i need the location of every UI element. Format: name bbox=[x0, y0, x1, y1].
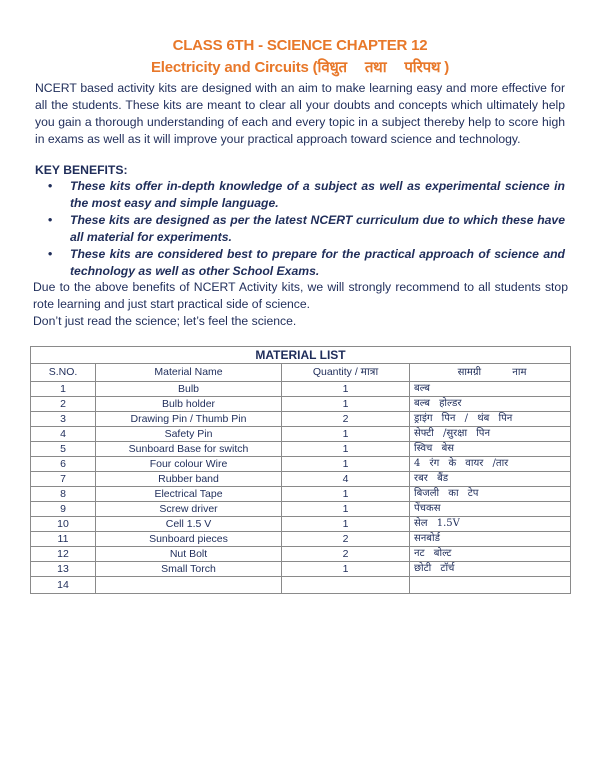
cell-name: Electrical Tape bbox=[96, 487, 282, 502]
intro-paragraph: NCERT based activity kits are designed with an aim to make learning easy and more effective for all the students. These kits are meant to clear all your doubts and concepts which ultimately help you gain a thorough understanding of each and every topic in a subject thereby help to score high in exams as well as it will improve your practical approach toward science and technology. bbox=[35, 81, 565, 146]
outro-recommendation: Due to the above benefits of NCERT Activity kits, we will strongly recommend to all students stop rote learning and just start practical side of science. bbox=[33, 280, 568, 311]
cell-name: Rubber band bbox=[96, 472, 282, 487]
key-benefits-heading: KEY BENEFITS: bbox=[35, 163, 128, 177]
cell-name: Sunboard Base for switch bbox=[96, 442, 282, 457]
table-row bbox=[31, 397, 571, 412]
cell-sno: 3 bbox=[31, 412, 96, 427]
chapter-title bbox=[0, 57, 600, 77]
cell-sno: 11 bbox=[31, 532, 96, 547]
cell-qty: 1 bbox=[282, 427, 410, 442]
cell-sno: 5 bbox=[31, 442, 96, 457]
cell-name: Sunboard pieces bbox=[96, 532, 282, 547]
cell-hindi: सेफ्टी /सुरक्षा पिन bbox=[410, 427, 571, 442]
cell-sno: 10 bbox=[31, 517, 96, 532]
bullet-icon: • bbox=[48, 247, 53, 261]
cell-hindi: बल्ब bbox=[410, 382, 571, 397]
cell-name: Four colour Wire bbox=[96, 457, 282, 472]
col-header-sno: S.NO. bbox=[31, 364, 96, 382]
cell-qty: 1 bbox=[282, 502, 410, 517]
cell-qty: 2 bbox=[282, 547, 410, 562]
cell-qty: 1 bbox=[282, 397, 410, 412]
table-row bbox=[31, 562, 571, 577]
cell-name: Screw driver bbox=[96, 502, 282, 517]
col-header-hindi-name: सामग्री नाम bbox=[410, 364, 571, 382]
cell-sno: 9 bbox=[31, 502, 96, 517]
cell-qty: 2 bbox=[282, 532, 410, 547]
page-title: CLASS 6TH - SCIENCE CHAPTER 12 bbox=[172, 37, 428, 54]
cell-name: Nut Bolt bbox=[96, 547, 282, 562]
cell-sno: 12 bbox=[31, 547, 96, 562]
cell-hindi: 4 रंग के वायर /तार bbox=[410, 457, 571, 472]
col-header-quantity: Quantity / मात्रा bbox=[282, 364, 410, 382]
benefit-item: • These kits are considered best to prepare for the practical approach of science and technology as well as other School Exams. bbox=[48, 247, 565, 278]
cell-sno: 13 bbox=[31, 562, 96, 577]
table-row bbox=[31, 442, 571, 457]
cell-hindi bbox=[410, 577, 571, 594]
table-row bbox=[31, 382, 571, 397]
table-row bbox=[31, 577, 571, 594]
cell-qty: 1 bbox=[282, 517, 410, 532]
cell-name: Small Torch bbox=[96, 562, 282, 577]
cell-qty: 1 bbox=[282, 457, 410, 472]
cell-sno: 14 bbox=[31, 577, 96, 594]
table-row bbox=[31, 502, 571, 517]
table-row bbox=[31, 547, 571, 562]
cell-sno: 8 bbox=[31, 487, 96, 502]
table-row bbox=[31, 457, 571, 472]
table-row bbox=[31, 427, 571, 442]
chapter-title-hi: विधुत तथा परिपथ bbox=[317, 59, 441, 76]
benefit-item: • These kits are designed as per the latest NCERT curriculum due to which these have all material for experiments. bbox=[48, 213, 565, 244]
chapter-title-close: ) bbox=[440, 59, 450, 76]
cell-qty: 1 bbox=[282, 382, 410, 397]
cell-hindi: पेंचकस bbox=[410, 502, 571, 517]
cell-hindi: नट बोल्ट bbox=[410, 547, 571, 562]
cell-sno: 2 bbox=[31, 397, 96, 412]
bullet-icon: • bbox=[48, 179, 53, 193]
cell-hindi: स्विच बेस bbox=[410, 442, 571, 457]
cell-hindi: रबर बैंड bbox=[410, 472, 571, 487]
table-row bbox=[31, 472, 571, 487]
key-benefits-list bbox=[35, 178, 565, 280]
bullet-icon: • bbox=[48, 213, 53, 227]
cell-sno: 7 bbox=[31, 472, 96, 487]
table-row bbox=[31, 412, 571, 427]
cell-name: Cell 1.5 V bbox=[96, 517, 282, 532]
cell-qty bbox=[282, 577, 410, 594]
cell-hindi: ड्राइंग पिन / थंब पिन bbox=[410, 412, 571, 427]
cell-name bbox=[96, 577, 282, 594]
outro bbox=[33, 279, 568, 330]
cell-hindi: सेल 1.5V bbox=[410, 517, 571, 532]
cell-sno: 6 bbox=[31, 457, 96, 472]
cell-qty: 1 bbox=[282, 562, 410, 577]
benefit-item: • These kits offer in-depth knowledge of a subject as well as experimental science in the most easy and simple language. bbox=[48, 179, 565, 210]
cell-name: Drawing Pin / Thumb Pin bbox=[96, 412, 282, 427]
table-header-row bbox=[31, 364, 571, 382]
material-list-table bbox=[30, 346, 571, 594]
table-row bbox=[31, 532, 571, 547]
cell-qty: 2 bbox=[282, 412, 410, 427]
cell-name: Bulb holder bbox=[96, 397, 282, 412]
cell-hindi: बिजली का टेप bbox=[410, 487, 571, 502]
cell-sno: 4 bbox=[31, 427, 96, 442]
cell-name: Bulb bbox=[96, 382, 282, 397]
col-header-material-name: Material Name bbox=[96, 364, 282, 382]
cell-hindi: सनबोर्ड bbox=[410, 532, 571, 547]
table-row bbox=[31, 487, 571, 502]
cell-qty: 1 bbox=[282, 442, 410, 457]
cell-qty: 1 bbox=[282, 487, 410, 502]
cell-hindi: बल्ब होल्डर bbox=[410, 397, 571, 412]
material-list-caption: MATERIAL LIST bbox=[31, 347, 571, 364]
cell-sno: 1 bbox=[31, 382, 96, 397]
cell-hindi: छोटी टॉर्च bbox=[410, 562, 571, 577]
outro-tagline: Don’t just read the science; let’s feel the science. bbox=[33, 314, 297, 328]
cell-qty: 4 bbox=[282, 472, 410, 487]
table-row bbox=[31, 517, 571, 532]
chapter-title-en: Electricity and Circuits ( bbox=[150, 59, 318, 76]
cell-name: Safety Pin bbox=[96, 427, 282, 442]
